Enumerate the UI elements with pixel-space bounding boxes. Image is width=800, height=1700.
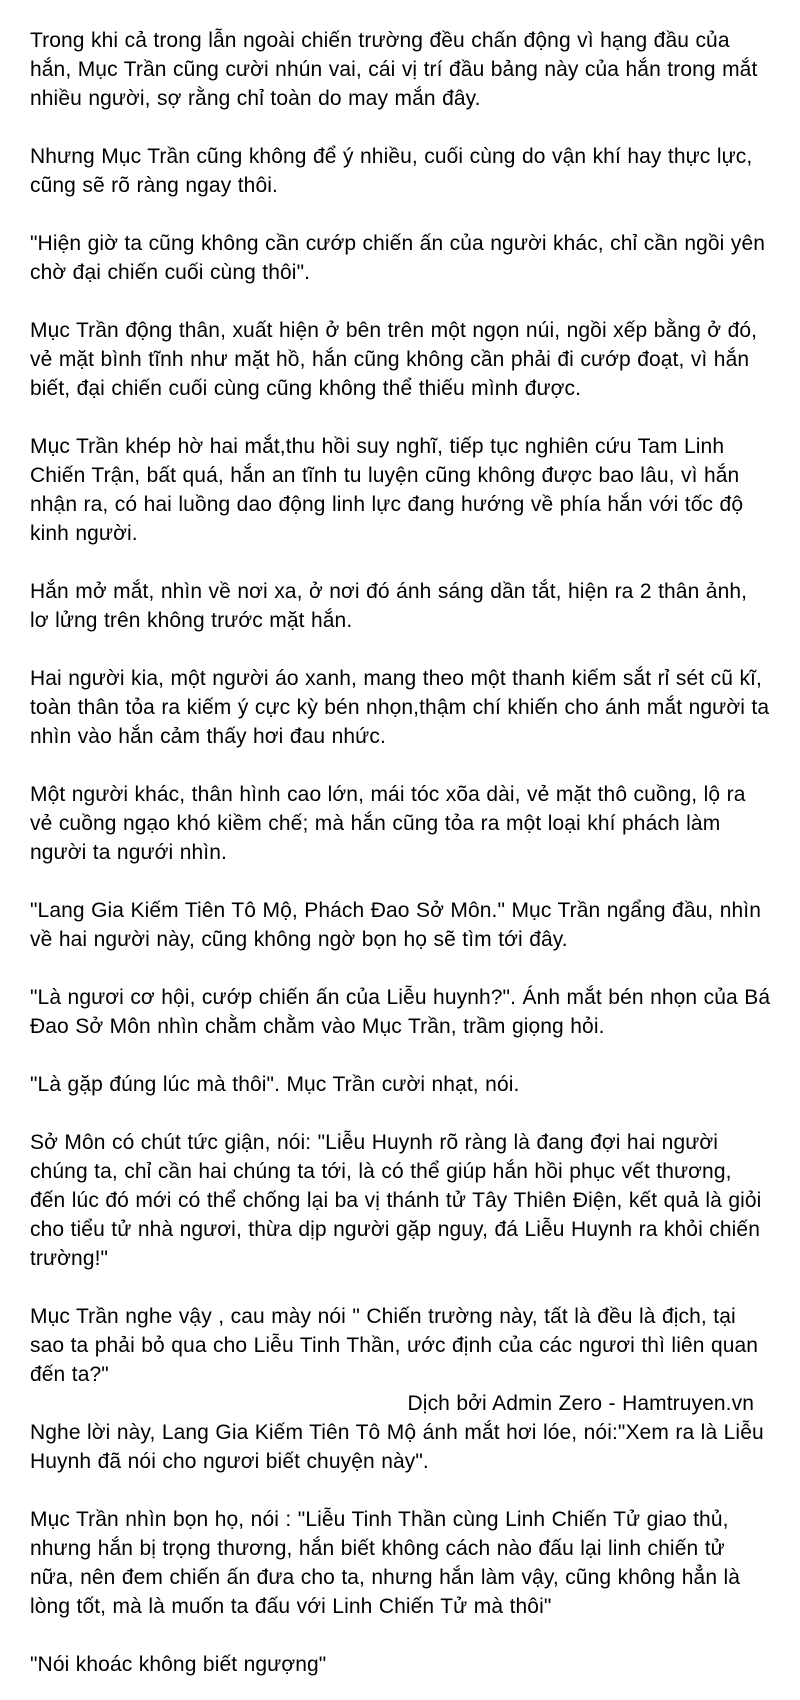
story-paragraph: "Hiện giờ ta cũng không cần cướp chiến ấn của người khác, chỉ cần ngồi yên chờ đại chiến cuối cùng thôi". [30, 232, 766, 284]
story-paragraph: Nhưng Mục Trần cũng không để ý nhiều, cuối cùng do vận khí hay thực lực, cũng sẽ rõ ràng ngay thôi. [30, 145, 753, 197]
story-paragraph: Mục Trần nhìn bọn họ, nói : "Liễu Tinh Thần cùng Linh Chiến Tử giao thủ, nhưng hắn bị trọng thương, hắn biết không cách nào đấu lại linh chiến tử nữa, nên đem chiến ấn đưa cho ta, nhưng hắn làm vậy, cũng không hẳn là lòng tốt, mà là muốn ta đấu với Linh Chiến Tử mà thôi" [30, 1508, 741, 1618]
story-paragraph: Hai người kia, một người áo xanh, mang theo một thanh kiếm sắt rỉ sét cũ kĩ, toàn thân tỏa ra kiếm ý cực kỳ bén nhọn,thậm chí khiến cho ánh mắt người ta nhìn vào hắn cảm thấy hơi đau nhức. [30, 667, 770, 748]
story-paragraph: Trong khi cả trong lẫn ngoài chiến trường đều chấn động vì hạng đầu của hắn, Mục Trần cũng cười nhún vai, cái vị trí đầu bảng này của hắn trong mắt nhiều người, sợ rằng chỉ toàn do may mắn đây. [30, 29, 758, 110]
story-paragraph: Sở Môn có chút tức giận, nói: "Liễu Huynh rõ ràng là đang đợi hai người chúng ta, chỉ cần hai chúng ta tới, là có thể giúp hắn hồi phục vết thương, đến lúc đó mới có thể chống lại ba vị thánh tử Tây Thiên Điện, kết quả là giỏi cho tiểu tử nhà ngươi, thừa dịp người gặp nguy, đá Liễu Huynh ra khỏi chiến trường!" [30, 1131, 762, 1270]
story-paragraph: Nghe lời này, Lang Gia Kiếm Tiên Tô Mộ ánh mắt hơi lóe, nói:"Xem ra là Liễu Huynh đã nói cho ngươi biết chuyện này". [30, 1421, 764, 1473]
translator-credit: Dịch bởi Admin Zero - Hamtruyen.vn [407, 1392, 754, 1415]
story-paragraph: "Lang Gia Kiếm Tiên Tô Mộ, Phách Đao Sở Môn." Mục Trần ngẩng đầu, nhìn về hai người này, cũng không ngờ bọn họ sẽ tìm tới đây. [30, 899, 762, 951]
story-paragraph: Hắn mở mắt, nhìn về nơi xa, ở nơi đó ánh sáng dần tắt, hiện ra 2 thân ảnh, lơ lửng trên không trước mặt hắn. [30, 580, 748, 632]
story-paragraph: "Là gặp đúng lúc mà thôi". Mục Trần cười nhạt, nói. [30, 1073, 520, 1096]
story-paragraph: Mục Trần động thân, xuất hiện ở bên trên một ngọn núi, ngồi xếp bằng ở đó, vẻ mặt bình tĩnh như mặt hồ, hắn cũng không cần phải đi cướp đoạt, vì hắn biết, đại chiến cuối cùng cũng không thể thiếu mình được. [30, 319, 758, 400]
story-paragraph: "Nói khoác không biết ngượng" [30, 1653, 327, 1676]
story-paragraph: Mục Trần nghe vậy , cau mày nói " Chiến trường này, tất là đều là địch, tại sao ta phải bỏ qua cho Liễu Tinh Thần, ước định của các ngươi thì liên quan đến ta?" [30, 1305, 759, 1386]
story-paragraph: Một người khác, thân hình cao lớn, mái tóc xõa dài, vẻ mặt thô cuồng, lộ ra vẻ cuồng ngạo khó kiềm chế; mà hắn cũng tỏa ra một loại khí phách làm người ta ngưới nhìn. [30, 783, 746, 864]
story-paragraph: "Là ngươi cơ hội, cướp chiến ấn của Liễu huynh?". Ánh mắt bén nhọn của Bá Đao Sở Môn nhìn chằm chằm vào Mục Trần, trầm giọng hỏi. [30, 986, 771, 1038]
story-paragraph: Mục Trần khép hờ hai mắt,thu hồi suy nghĩ, tiếp tục nghiên cứu Tam Linh Chiến Trận, bất quá, hắn an tĩnh tu luyện cũng không được bao lâu, vì hắn nhận ra, có hai luồng dao động linh lực đang hướng về phía hắn với tốc độ kinh người. [30, 435, 744, 545]
